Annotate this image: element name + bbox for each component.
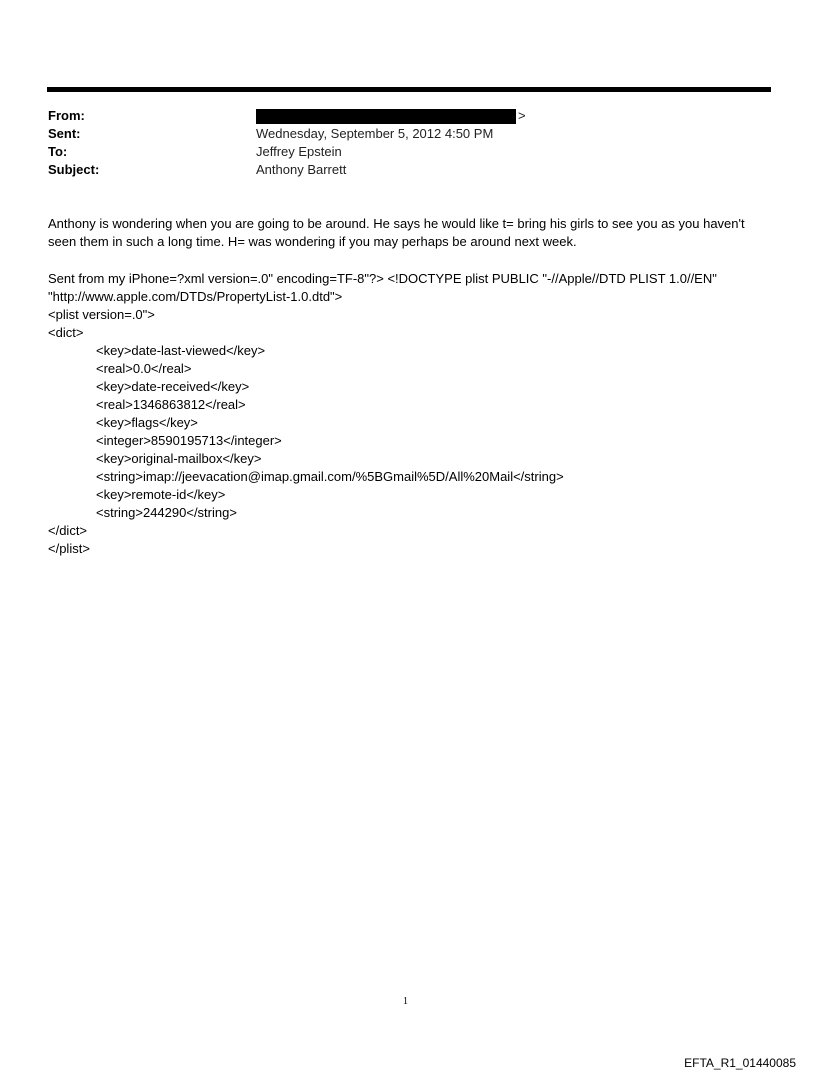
message-body-paragraph: Anthony is wondering when you are going to be around. He says he would like t= bring his girls to see you as you haven't seen them in such a long time. H= was wondering if you may perhaps be around next week. (48, 216, 745, 249)
plist-entry: <string>244290</string> (96, 505, 237, 520)
page-number: 1 (403, 996, 408, 1007)
sent-row (48, 125, 768, 143)
plist-entry: <real>1346863812</real> (96, 397, 246, 412)
plist-line-4: <dict> (48, 325, 84, 340)
from-label: From: (48, 108, 85, 123)
plist-entry: <key>date-received</key> (96, 379, 250, 394)
plist-line-3: <plist version=.0"> (48, 307, 155, 322)
plist-entry: <key>date-last-viewed</key> (96, 343, 266, 358)
subject-row (48, 161, 768, 179)
plist-line-2: "http://www.apple.com/DTDs/PropertyList-1.0.dtd"> (48, 289, 343, 304)
sent-value: Wednesday, September 5, 2012 4:50 PM (256, 126, 494, 141)
plist-entry: <key>flags</key> (96, 415, 198, 430)
plist-entry: <key>original-mailbox</key> (96, 451, 262, 466)
from-value-tail: > (518, 108, 526, 123)
plist-close-dict: </dict> (48, 523, 88, 538)
to-row (48, 143, 768, 161)
plist-block (48, 270, 778, 558)
to-label: To: (48, 144, 68, 159)
plist-close-plist: </plist> (48, 541, 90, 556)
sent-label: Sent: (48, 126, 81, 141)
plist-line-1: Sent from my iPhone=?xml version=.0" encoding=TF-8"?> <!DOCTYPE plist PUBLIC "-//Apple//DTD PLIST 1.0//EN" (48, 271, 717, 286)
header-divider-rule (47, 87, 771, 92)
to-value: Jeffrey Epstein (256, 144, 342, 159)
subject-value: Anthony Barrett (256, 162, 347, 177)
plist-entry: <integer>8590195713</integer> (96, 433, 282, 448)
redaction-box (256, 109, 516, 124)
bates-number: EFTA_R1_01440085 (684, 1056, 796, 1070)
plist-entry: <real>0.0</real> (96, 361, 192, 376)
plist-entry: <string>imap://jeevacation@imap.gmail.com/%5BGmail%5D/All%20Mail</string> (96, 469, 564, 484)
plist-entry: <key>remote-id</key> (96, 487, 226, 502)
from-row (48, 107, 768, 125)
subject-label: Subject: (48, 162, 100, 177)
email-header (48, 107, 768, 179)
